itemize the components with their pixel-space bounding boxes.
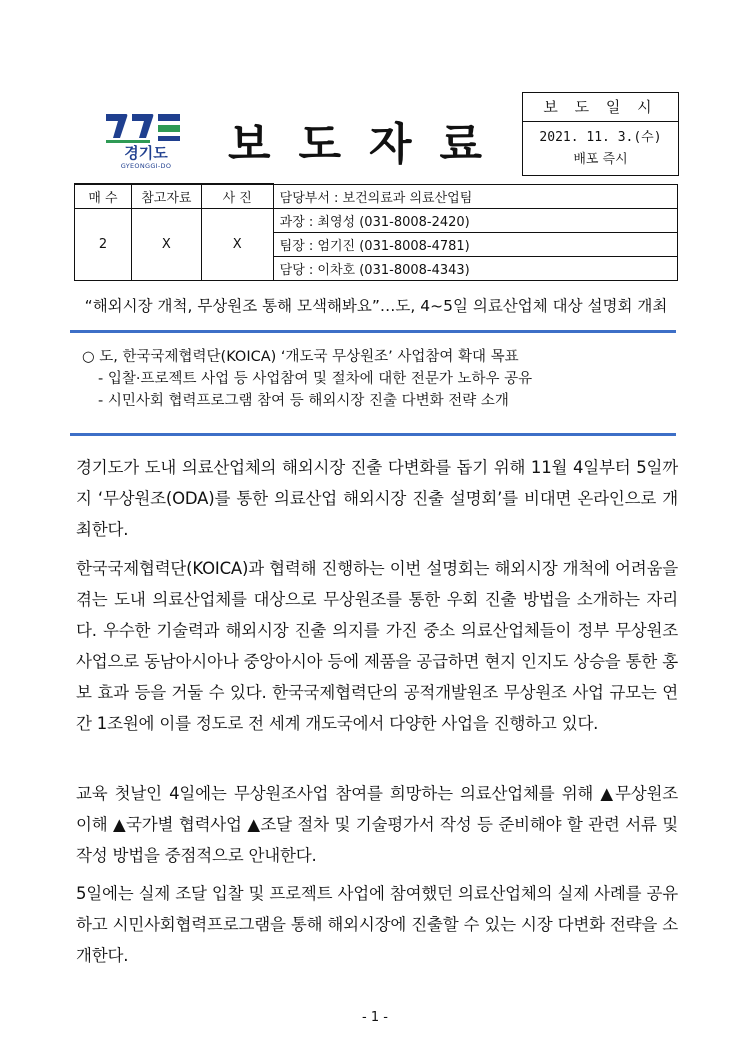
logo-name: 경기도 xyxy=(124,144,168,162)
divider-top xyxy=(70,330,676,333)
summary-point-2: - 시민사회 협력프로그램 참여 등 해외시장 진출 다변화 전략 소개 xyxy=(98,393,509,409)
summary-point-1: - 입찰·프로젝트 사업 등 사업참여 및 절차에 대한 전문가 노하우 공유 xyxy=(98,371,533,387)
value-photo: X xyxy=(201,209,273,281)
info-table xyxy=(74,183,678,281)
body-paragraph-4: 5일에는 실제 조달 입찰 및 프로젝트 사업에 참여했던 의료산업체의 실제 사례를 공유하고 시민사회협력프로그램을 통해 해외시장에 진출할 수 있는 시장 다변화 전략을 소개한다. xyxy=(76,884,678,965)
divider-bottom xyxy=(70,433,676,436)
contact-staff: 담당 : 이차호 (031-8008-4343) xyxy=(273,257,677,281)
header-reference: 참고자료 xyxy=(131,184,201,209)
release-timing: 배포 즉시 xyxy=(573,152,628,167)
contact-team-lead: 팀장 : 엄기진 (031-8008-4781) xyxy=(273,233,677,257)
logo-subtitle: GYEONGGI-DO xyxy=(120,162,172,170)
release-date: 2021. 11. 3.(수) xyxy=(539,130,662,145)
header-photo: 사 진 xyxy=(201,184,273,209)
page-title: 보도자료 xyxy=(228,119,511,170)
summary-main: ○ 도, 한국국제협력단(KOICA) ‘개도국 무상원조’ 사업참여 확대 목표 xyxy=(82,349,519,365)
gyeonggi-logo-mark-icon xyxy=(104,108,186,144)
release-date-header: 보 도 일 시 xyxy=(523,93,678,122)
summary-box xyxy=(82,346,682,412)
body-paragraph-1: 경기도가 도내 의료산업체의 해외시장 진출 다변화를 돕기 위해 11월 4일부터 5일까지 ‘무상원조(ODA)를 통한 의료산업 해외시장 진출 설명회’를 비대면 온라인으로 개최한다. xyxy=(76,458,678,539)
headline: “해외시장 개척, 무상원조 통해 모색해봐요”…도, 4~5일 의료산업체 대상 설명회 개최 xyxy=(84,297,668,315)
header-department: 담당부서 : 보건의료과 의료산업팀 xyxy=(273,184,677,209)
contact-manager: 과장 : 최영성 (031-8008-2420) xyxy=(273,209,677,233)
value-pages: 2 xyxy=(75,209,132,281)
body-paragraph-2: 한국국제협력단(KOICA)과 협력해 진행하는 이번 설명회는 해외시장 개척에 어려움을 겪는 도내 의료산업체를 대상으로 무상원조를 통한 우회 진출 방법을 소개하는 자리다. 우수한 기술력과 해외시장 진출 의지를 가진 중소 의료산업체들이 정부 무상원조 사업으로 동남아시아나 중앙아시아 등에 제품을 공급하면 현지 인지도 상승을 통한 홍보 효과 등을 거둘 수 있다. 한국국제협력단의 공적개발원조 무상원조 사업 규모는 연간 1조원에 이를 정도로 전 세계 개도국에서 다양한 사업을 진행하고 있다. xyxy=(76,559,678,733)
value-reference: X xyxy=(131,209,201,281)
page-number: - 1 - xyxy=(362,1010,388,1025)
body-paragraph-3: 교육 첫날인 4일에는 무상원조사업 참여를 희망하는 의료산업체를 위해 ▲무상원조 이해 ▲국가별 협력사업 ▲조달 절차 및 기술평가서 작성 등 준비해야 할 관련 서류 및 작성 방법을 중점적으로 안내한다. xyxy=(76,784,678,865)
header-pages: 매 수 xyxy=(75,184,132,209)
release-date-box xyxy=(522,92,679,176)
